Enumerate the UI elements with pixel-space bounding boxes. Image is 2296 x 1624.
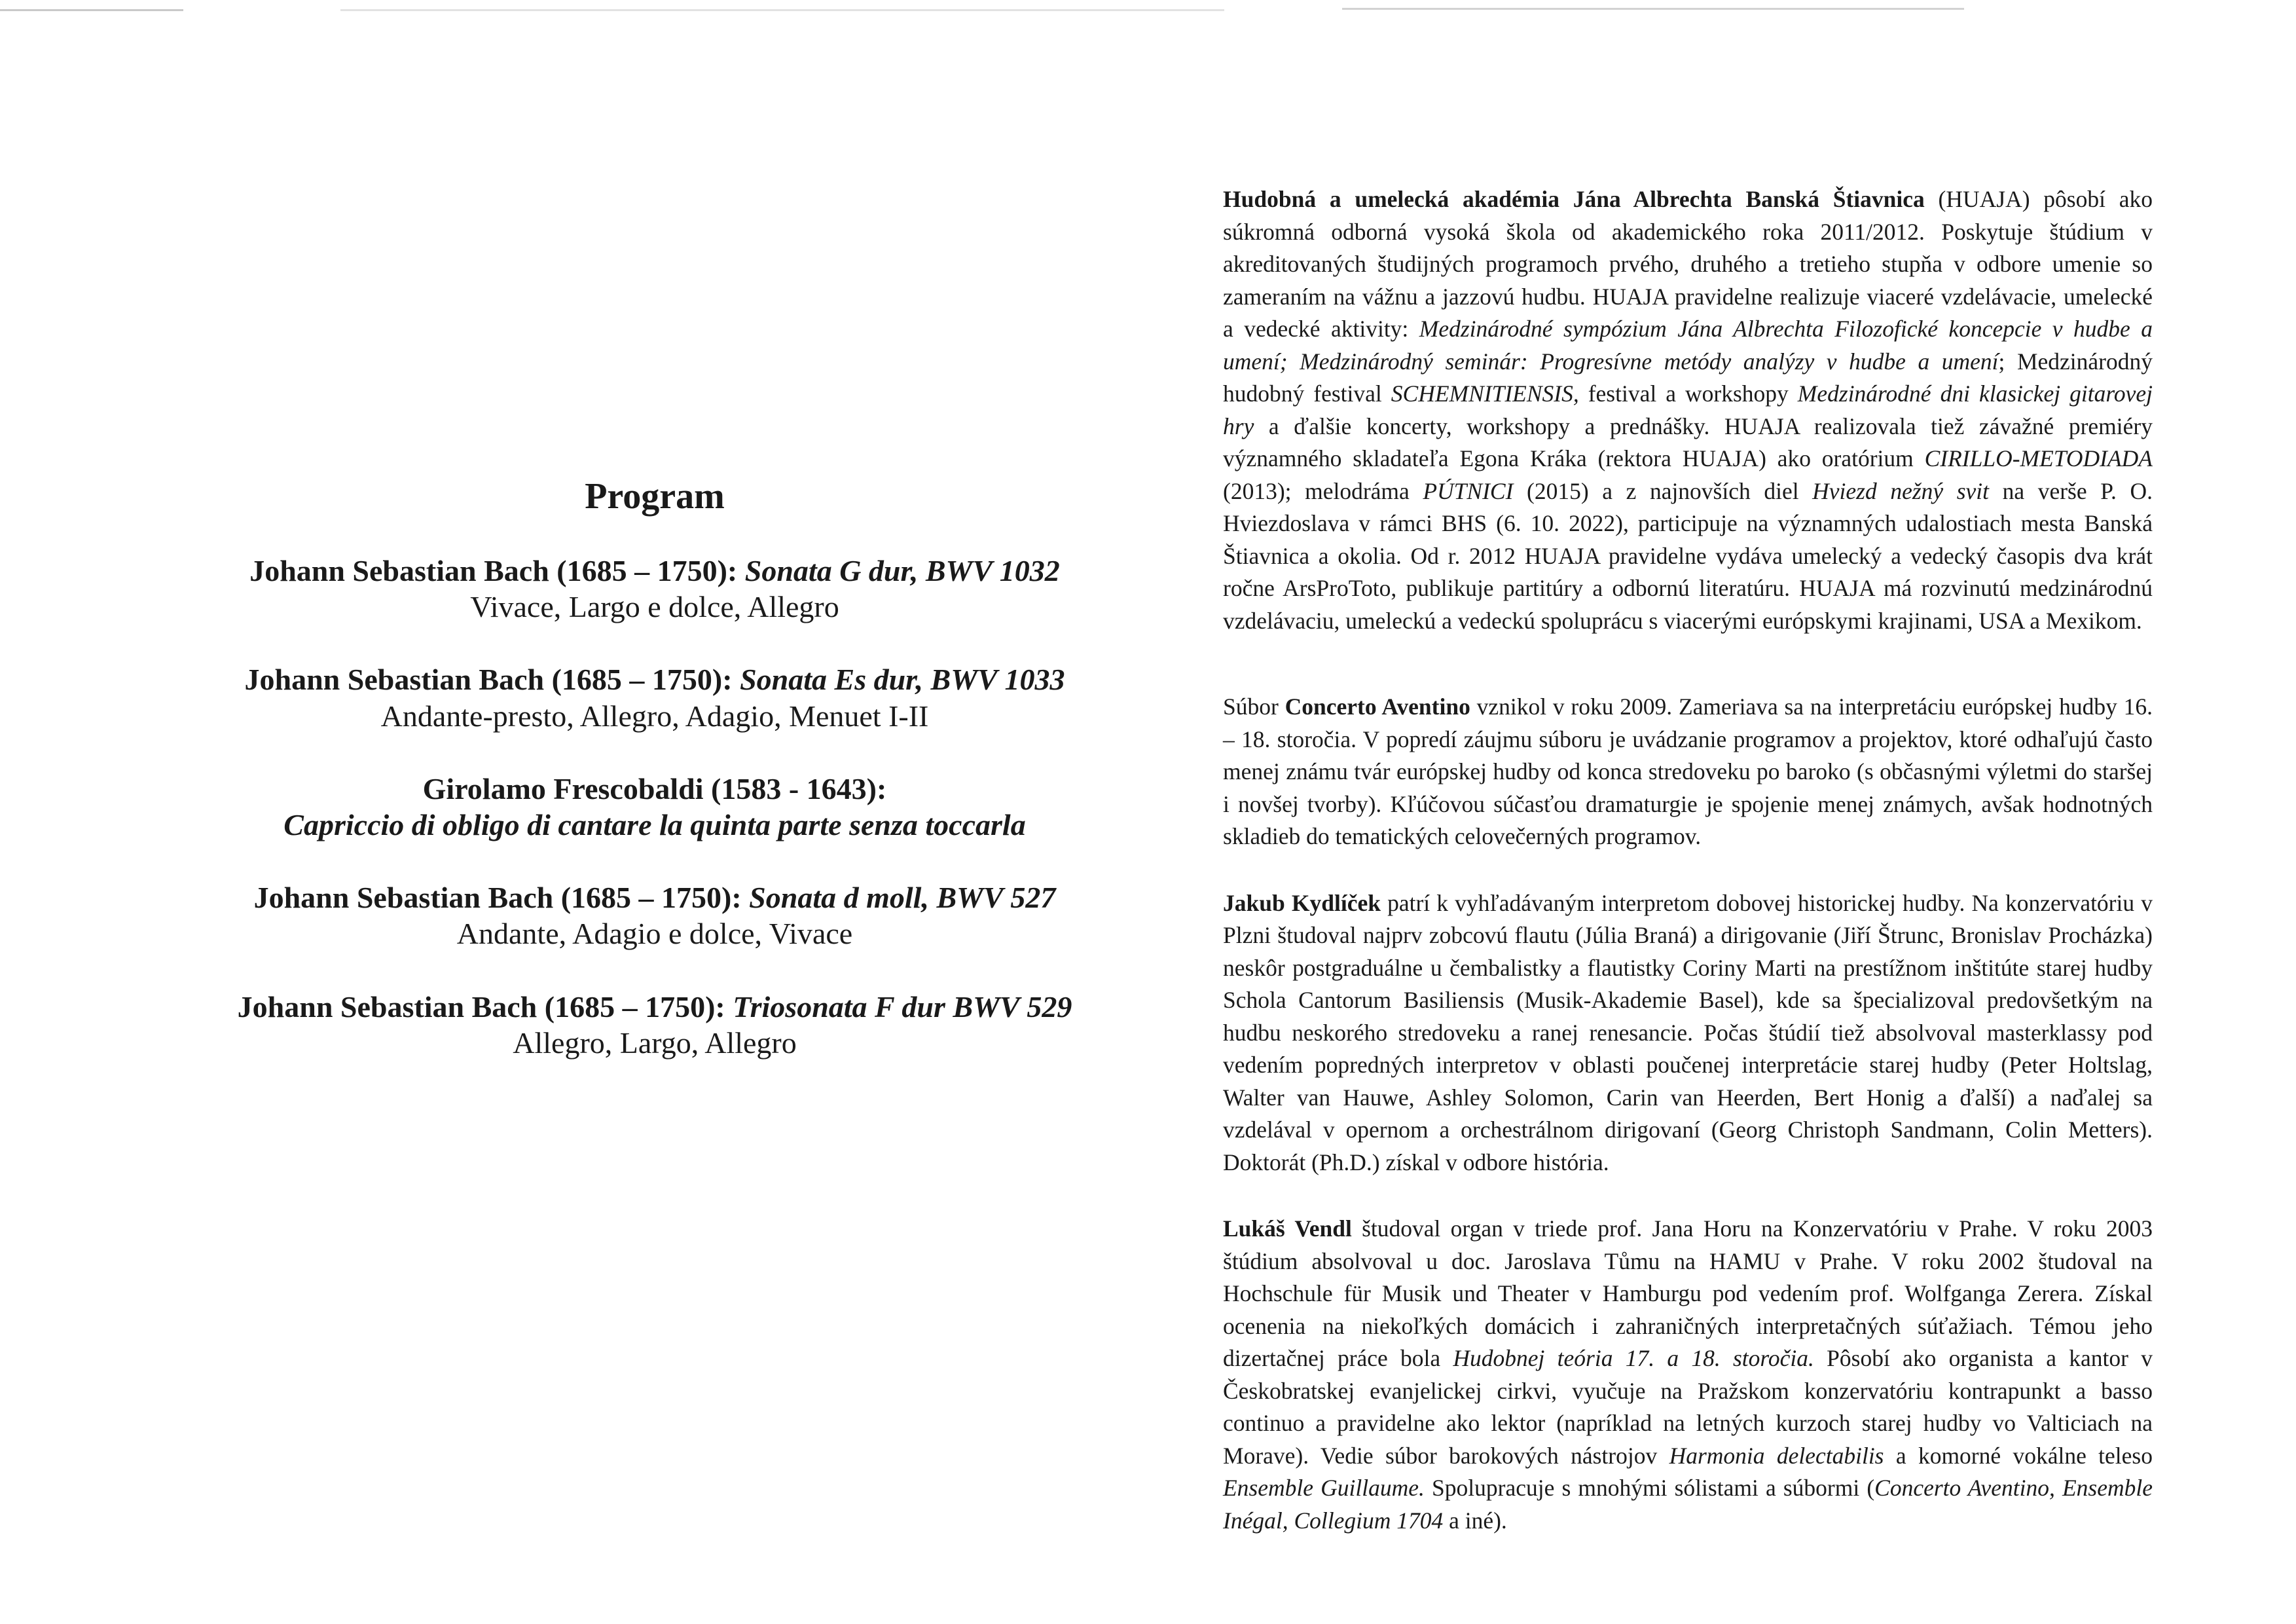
work-title: Triosonata F dur BWV 529 [733,989,1072,1024]
work-title: Sonata Es dur, BWV 1033 [740,663,1065,697]
concerto-aventino-paragraph [1223,691,2153,853]
paragraph-text: festival a workshopy [1578,380,1798,407]
paragraph-text: Spolupracuje s mnohými sólistami a súbormi ( [1424,1475,1875,1501]
paragraph-text: patrí k vyhľadávaným interpretom dobovej historickej hudby. Na konzervatóriu v Plzni študoval najprv zobcovú flautu (Júlia Braná) a dirigovanie (Jiří Štrunc, Bronislav Procházka) neskôr postgraduálne u čembalistky a flautistky Coriny Marti na prestížnom inštitúte starej hudby Schola Cantorum Basiliensis (Musik-Akademie Basel), kde sa špecializoval predovšetkým na hudbu neskorého stredoveku a ranej renesancie. Počas štúdií tiež absolvoval masterklassy pod vedením popredných interpretov v oblasti poučenej interpretácie starej hudby (Peter Holtslag, Walter van Hauwe, Ashley Solomon, Carin van Heerden, Bert Honig a ďalší) a naďalej sa vzdelával v opernom a orchestrálnom dirigovaní (Georg Christoph Sandmann, Colin Metters). Doktorát (Ph.D.) získal v odbore história. [1223,889,2153,1175]
work-composer-title [157,553,1152,589]
bios-section [1223,183,2153,1537]
paragraph-text: vznikol v roku 2009. Zameriava sa na interpretáciu európskej hudby 16. – 18. storočia. V popredí záujmu súboru je uvádzanie programov a projektov, ktoré odhaľujú často menej známu tvár európskej hudby od konca stredoveku po baroko (s občasnými výletmi do staršej i novšej tvorby). Kľúčovou súčasťou dramaturgie je spojenie menej známych, avšak hodnotných skladieb do tematických celovečerných programov. [1223,693,2153,849]
work-movements: Vivace, Largo e dolce, Allegro [470,590,839,624]
work-movements: Andante-presto, Allegro, Adagio, Menuet I-II [380,699,929,733]
paragraph-text: a komorné vokálne teleso [1884,1442,2153,1469]
work-composer: Johann Sebastian Bach (1685 – 1750): [237,989,733,1024]
italic-text: Hudobnej teória 17. a 18. storočia. [1453,1345,1814,1371]
paragraph-text: (2015) a z najnovších diel [1513,477,1813,504]
performer-name: Jakub Kydlíček [1223,889,1381,916]
program-work [157,879,1152,951]
paragraph-text: (HUAJA) pôsobí ako súkromná odborná vysoká škola od akademického roka 2011/2012. Poskytuje štúdium v akreditovaných študijných programoch prvého, druhého a tretieho stupňa v odbore umenie so zameraním na vážnu a jazzovú hudbu. HUAJA pravidelne realizuje viaceré vzdelávacie, umelecké a vedecké aktivity: [1223,186,2153,342]
paragraph-text: a ďalšie koncerty, workshopy a prednášky. HUAJA realizovala tiež závažné premiéry významného skladateľa Egona Kráka (rektora HUAJA) ako oratórium [1223,413,2153,471]
paragraph-text: na verše P. O. Hviezdoslava v rámci BHS (6. 10. 2022), participuje na významných udalostiach mesta Banská Štiavnica a okolia. Od r. 2012 HUAJA pravidelne vydáva umelecký a vedecký časopis dva krát ročne ArsProToto, publikuje partitúry a odbornú literatúru. HUAJA má rozvinutú medzinárodnú vzdelávaciu, umeleckú a vedeckú spoluprácu s viacerými európskymi krajinami, USA a Mexikom. [1223,477,2153,634]
italic-text: Medzinárodné dni klasickej gitarovej hry [1223,380,2153,439]
ensemble-name: Concerto Aventino [1285,693,1470,720]
work-movements: Allegro, Largo, Allegro [513,1025,797,1060]
work-composer: Girolamo Frescobaldi (1583 - 1643): [422,771,887,805]
paragraph-text: Pôsobí ako organista a kantor v Českobratskej evanjelickej cirkvi, vyučuje na Pražskom konzervatóriu kontrapunkt a basso continuo a pravidelne ako lektor (napríklad na letných kurzoch starej hudby vo Valticiach na Morave). Vedie súbor barokových nástrojov [1223,1345,2153,1469]
program-work [157,771,1152,843]
italic-text: SCHEMNITIENSIS, [1391,380,1579,407]
work-composer: Johann Sebastian Bach (1685 – 1750): [244,663,740,697]
program-section [157,478,1152,1098]
performer-name: Lukáš Vendl [1223,1215,1352,1242]
vendl-paragraph [1223,1213,2153,1537]
work-composer: Johann Sebastian Bach (1685 – 1750): [253,881,750,915]
italic-text: Concerto Aventino, Ensemble Inégal, Collegium 1704 [1223,1475,2153,1534]
work-composer-title [157,989,1152,1025]
italic-text: CIRILLO-METODIADA [1924,445,2153,471]
program-heading: Program [585,476,725,517]
paragraph-text: Súbor [1223,693,1285,720]
scan-artifact-line [0,9,183,11]
italic-text: Hviezd nežný svit [1812,477,1990,504]
work-composer-title [157,661,1152,697]
program-work [157,661,1152,733]
scan-artifact-line [340,9,1224,11]
paragraph-text: (2013); melodráma [1223,477,1423,504]
work-title: Sonata d moll, BWV 527 [749,881,1056,915]
work-title: Sonata G dur, BWV 1032 [744,554,1060,587]
work-title: Capriccio di obligo di cantare la quinta parte senza toccarla [283,807,1026,841]
work-composer: Johann Sebastian Bach (1685 – 1750): [249,554,745,587]
program-work [157,989,1152,1061]
work-composer-title [157,879,1152,915]
work-movements: Andante, Adagio e dolce, Vivace [456,917,853,951]
paragraph-text: a iné). [1443,1507,1507,1534]
kydlicek-paragraph [1223,887,2153,1179]
italic-text: PÚTNICI [1423,477,1514,504]
paragraph-text: ; Medzinárodný hudobný festival [1223,348,2153,407]
paragraph-text: študoval organ v triede prof. Jana Horu na Konzervatóriu v Prahe. V roku 2003 štúdium absolvoval u doc. Jaroslava Tůmu na HAMU v Prahe. V roku 2002 študoval na Hochschule für Musik und Theater v Hamburgu pod vedením prof. Wolfganga Zerera. Získal ocenenia na niekoľkých domácich i zahraničných interpretačných súťažiach. Témou jeho dizertačnej práce bola [1223,1215,2153,1371]
program-work [157,553,1152,625]
huaja-paragraph [1223,183,2153,637]
huaja-name: Hudobná a umelecká akadémia Jána Albrechta Banská Štiavnica [1223,186,1925,212]
italic-text: Harmonia delectabilis [1669,1442,1884,1469]
italic-text: Medzinárodné sympózium Jána Albrechta Filozofické koncepcie v hudbe a umení; Medzinárodný seminár: Progresívne metódy analýzy v hudbe a umení [1223,316,2153,375]
italic-text: Ensemble Guillaume. [1223,1475,1425,1501]
scan-artifact-line [1342,8,1964,10]
